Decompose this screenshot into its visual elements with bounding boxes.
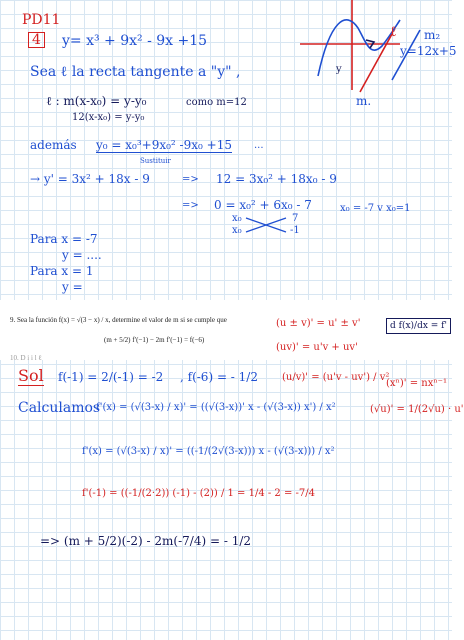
graph-label-m1: m. [356, 94, 372, 108]
formula-power-rule: (xⁿ)' = nxⁿ⁻¹ [386, 378, 447, 389]
problem-number: 4 [28, 32, 45, 48]
graph-label-y: y [336, 64, 342, 75]
graph-label-m2: m₂ [424, 28, 441, 42]
formula-product-rule: (uv)' = u'v + uv' [276, 342, 358, 353]
slope-note: como m=12 [186, 97, 247, 108]
eval-f-neg1: f(-1) = 2/(-1) = -2 [58, 370, 164, 384]
case-x-1: Para x = 1 [30, 264, 94, 278]
eval-f-neg6: , f(-6) = - 1/2 [180, 370, 258, 384]
function-definition: y= x³ + 9x² - 9x +15 [62, 33, 208, 49]
derivative-at-neg1: f'(-1) = ((-1/(2·2)) (-1) - (2)) / 1 = 1/4 - 2 = -7/4 [82, 488, 316, 499]
derivative-notation-box: d f(x)/dx = f' [386, 318, 451, 334]
problem-equation: (m + 5/2) f′(−1) − 2m f′(−1) = f(−6) [104, 336, 205, 344]
factor-constant-7: 7 [292, 213, 299, 224]
implies-arrow-2: => [182, 200, 199, 211]
roots: x₀ = -7 v x₀=1 [340, 203, 411, 214]
graph-label-l: ℓ [390, 24, 397, 40]
page-code: PD11 [22, 12, 61, 28]
y0-equation: y₀ = x₀³+9x₀² -9x₀ +15 [96, 138, 232, 152]
quadratic-equation: 0 = x₀² + 6x₀ - 7 [214, 198, 312, 212]
calculamos-label: Calculamos [18, 400, 101, 416]
formula-quotient-rule: (u/v)' = (u'v - uv') / v² [282, 372, 390, 383]
derivative-equation: 12 = 3x₀² + 18x₀ - 9 [216, 172, 337, 186]
implies-arrow-1: => [182, 174, 199, 185]
solution-label: Sol [18, 366, 44, 385]
substitute-note: Sustituir [140, 157, 171, 165]
factor-term-a: x₀ [232, 213, 242, 224]
problem-statement: 9. Sea la función f(x) = √(3 − x) / x, determine el valor de m si se cumple que [10, 316, 227, 324]
derivative-quotient-applied: f'(x) = (√(3-x) / x)' = ((-1/(2√(3-x))) x - (√(3-x))) / x² [82, 446, 335, 457]
derivative-quotient-setup: f'(x) = (√(3-x) / x)' = ((√(3-x))' x - (√(3-x)) x') / x² [96, 402, 336, 413]
case-x-neg7: Para x = -7 [30, 232, 98, 246]
printed-problem-area [0, 300, 452, 360]
formula-sqrt-rule: (√u)' = 1/(2√u) · u' [370, 404, 464, 415]
tangent-substituted: 12(x-x₀) = y-y₀ [72, 112, 145, 123]
ademas-label: además [30, 138, 77, 152]
graph-label-m2-eq: y=12x+5 [400, 44, 457, 58]
final-equation: => (m + 5/2)(-2) - 2m(-7/4) = - 1/2 [40, 534, 252, 548]
derivative-expression: → y' = 3x² + 18x - 9 [30, 172, 150, 186]
formula-sum-rule: (u ± v)' = u' ± v' [276, 318, 361, 329]
case-y-2: y = [62, 280, 83, 294]
tangent-statement: Sea ℓ la recta tangente a "y" , [30, 64, 241, 80]
factor-term-b: x₀ [232, 225, 242, 236]
continuation-dots: ... [254, 140, 264, 151]
factor-constant-neg1: -1 [290, 225, 300, 236]
problem-footer-cut: 10. D i i l ℓ [10, 354, 42, 362]
tangent-line-eq: ℓ : m(x-x₀) = y-y₀ [46, 94, 147, 108]
case-y-1: y = .... [62, 248, 102, 262]
